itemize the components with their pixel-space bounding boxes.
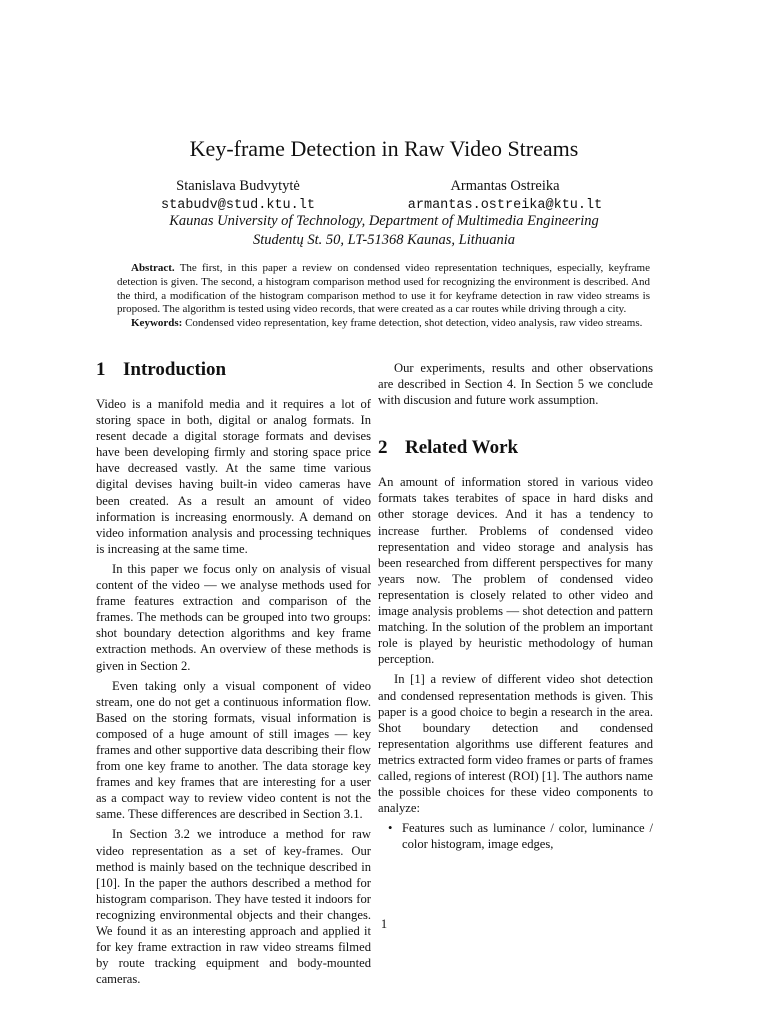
keywords-label: Keywords: [131,317,183,330]
affiliation [0,212,768,250]
related-paragraph-1: An amount of information stored in various video formats takes terabites of space in hard disks and other storage devices. And it has a tendency to increase further. Problems of condensed video representation and video storage and analysis has been researched from different perspectives for many years now. The problem of condensed video representation is closely related to other video and image analysis problems — shot detection and pattern matching. In the solution of the problem an important role is played by heuristic methodology of human perception. [378,475,653,667]
abstract-text: The first, in this paper a review on condensed video representation techniques, especially, keyframe detection is given. The second, a histogram comparison method used for recognizing the environment is described. And the third, a modification of the histogram comparison method to use it for keyframe detection in raw video streams is proposed. The algorithm is tested using video records, that were created as a car routes while driving through a city. [117,262,650,316]
intro-paragraph-2: In this paper we focus only on analysis of visual content of the video — we analyse methods used for frame features extraction and comparison of the frames. The methods can be grouped into two groups: shot boundary detection algorithms and key frame extraction methods. An overview of these methods is given in Section 2. [96,561,371,673]
feature-list [378,820,653,852]
section-gap [378,408,653,436]
intro-paragraph-4: In Section 3.2 we introduce a method for raw video representation as a set of key-frames. Our method is mainly based on the technique described in [10]. In the paper the authors described a method for histogram comparison. They have tested it indoors for recognizing environmental objects and their changes. We found it as an interesting approach and applied it for key frame extraction in raw video streams filmed by route tracking equipment and body-mounted cameras. [96,827,371,987]
paper-title: Key-frame Detection in Raw Video Streams [189,136,579,161]
section-title: Related Work [405,437,519,459]
abstract-paragraph [117,262,650,317]
section-heading-related-work [378,436,653,460]
keywords-paragraph [117,317,650,331]
list-item: • Features such as luminance / color, luminance / color histogram, image edges, [388,820,653,852]
keywords-text: Condensed video representation, key frame detection, shot detection, video analysis, raw video streams. [185,317,643,330]
abstract-block [117,262,650,331]
author-2-email: armantas.ostreika@ktu.lt [407,198,603,213]
affiliation-line-1: Kaunas University of Technology, Department of Multimedia Engineering [169,213,599,229]
left-column [96,358,371,987]
author-2 [355,178,655,213]
section-number: 2 [378,437,388,459]
related-paragraph-2: In [1] a review of different video shot detection and condensed representation methods is given. This paper is a good choice to begin a research in the area. Shot boundary detection and condensed representation algorithms use different features and metrics extracted form video frames or parts of frames called, regions of interest (ROI) [1]. The authors name the possible choices for these video components to analyze: [378,672,653,816]
author-2-name: Armantas Ostreika [450,178,560,194]
author-1-name: Stanislava Budvytytė [176,178,300,194]
author-1-email: stabudv@stud.ktu.lt [161,198,315,213]
right-column [378,360,653,852]
author-1 [88,178,388,213]
intro-paragraph-3: Even taking only a visual component of video stream, one do not get a continuous information flow. Based on the storing formats, visual information is composed of a huge amount of still images — key frames and other supportive data describing their flow from one key frame to another. The data storage key frames and key frames that are interesting for a user as a compact way to review video content is not the same. These differences are described in Section 3.1. [96,678,371,822]
page-number: 1 [380,917,388,931]
section-number: 1 [96,359,106,380]
intro-paragraph-1: Video is a manifold media and it requires a lot of storing space in both, digital or analog formats. In resent decade a digital storage formats and devises have been developing firmly and storing space price have decreased vastly. At the same time various digital devises having built-in video cameras have been created. As a result an amount of video information is increasing enormously. A demand on video information analysis and processing techniques is increasing at the same time. [96,397,371,556]
affiliation-line-2: Studentų St. 50, LT-51368 Kaunas, Lithuania [252,232,516,248]
section-heading-introduction [96,358,371,382]
section-title: Introduction [123,359,227,380]
intro-paragraph-5: Our experiments, results and other observations are described in Section 4. In Section 5 we conclude with discusion and future work assumption. [378,361,653,408]
abstract-label: Abstract. [131,262,175,274]
